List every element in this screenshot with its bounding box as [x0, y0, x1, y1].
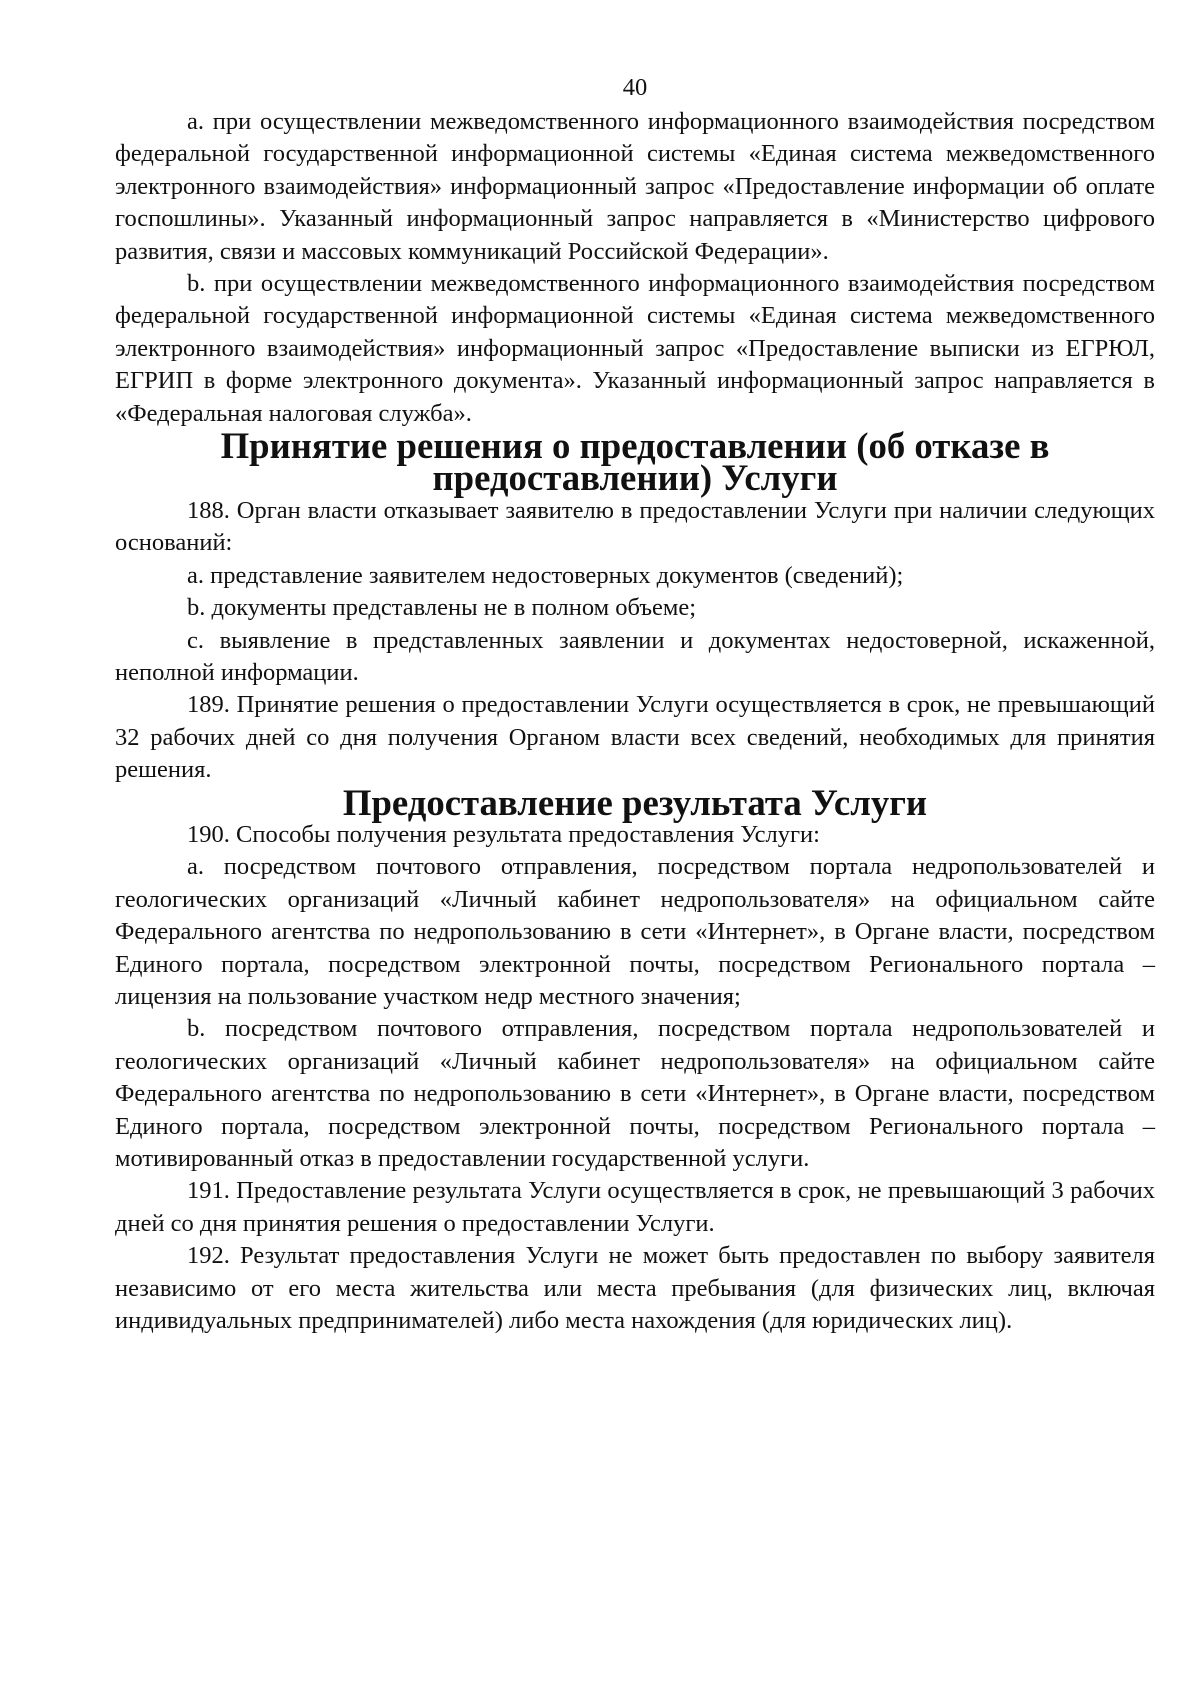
page-number: 40: [622, 74, 648, 101]
paragraph-189: 189. Принятие решения о предоставлении Услуги осуществляется в срок, не превышающий 32 рабочих дней со дня получения Органом власти всех сведений, необходимых для принятия решения.: [115, 691, 1155, 784]
paragraph-a-payment-request: a. при осуществлении межведомственного информационного взаимодействия посредством федеральной государственной информационной системы «Единая система межведомственного электронного взаимодействия» информационный запрос «Предоставление информации об оплате госпошлины». Указанный информационный запрос направляется в «Министерство цифрового развития, связи и массовых коммуникаций Российской Федерации».: [115, 108, 1155, 265]
paragraph-190-b: b. посредством почтового отправления, посредством портала недропользователей и геологических организаций «Личный кабинет недропользователя» на официальном сайте Федерального агентства по недропользованию в сети «Интернет», в Органе власти, посредством Единого портала, посредством электронной почты, посредством Регионального портала – мотивированный отказ в предоставлении государственной услуги.: [115, 1015, 1155, 1172]
section-heading-decision: Принятие решения о предоставлении (об отказе в предоставлении) Услуги: [220, 425, 1050, 499]
paragraph-188-c: c. выявление в представленных заявлении и документах недостоверной, искаженной, неполной информации.: [115, 626, 1155, 686]
section-heading-result: Предоставление результата Услуги: [342, 781, 928, 823]
paragraph-188-a: a. представление заявителем недостоверных документов (сведений);: [187, 561, 904, 589]
paragraph-b-egrul-request: b. при осуществлении межведомственного информационного взаимодействия посредством федеральной государственной информационной системы «Единая система межведомственного электронного взаимодействия» информационный запрос «Предоставление выписки из ЕГРЮЛ, ЕГРИП в форме электронного документа». Указанный информационный запрос направляется в «Федеральная налоговая служба».: [115, 270, 1155, 427]
document-page: [115, 0, 1155, 1337]
paragraph-192: 192. Результат предоставления Услуги не может быть предоставлен по выбору заявителя независимо от его места жительства или места пребывания (для физических лиц, включая индивидуальных предпринимателей) либо места нахождения (для юридических лиц).: [115, 1242, 1155, 1335]
paragraph-190: 190. Способы получения результата предоставления Услуги:: [187, 820, 820, 848]
paragraph-188: 188. Орган власти отказывает заявителю в предоставлении Услуги при наличии следующих оснований:: [115, 496, 1155, 557]
paragraph-188-b: b. документы представлены не в полном объеме;: [187, 594, 697, 622]
paragraph-191: 191. Предоставление результата Услуги осуществляется в срок, не превышающий 3 рабочих дней со дня принятия решения о предоставлении Услуги.: [115, 1177, 1155, 1237]
paragraph-190-a: a. посредством почтового отправления, посредством портала недропользователей и геологических организаций «Личный кабинет недропользователя» на официальном сайте Федерального агентства по недропользованию в сети «Интернет», в Органе власти, посредством Единого портала, посредством электронной почты, посредством Регионального портала – лицензия на пользование участком недр местного значения;: [115, 853, 1155, 1010]
